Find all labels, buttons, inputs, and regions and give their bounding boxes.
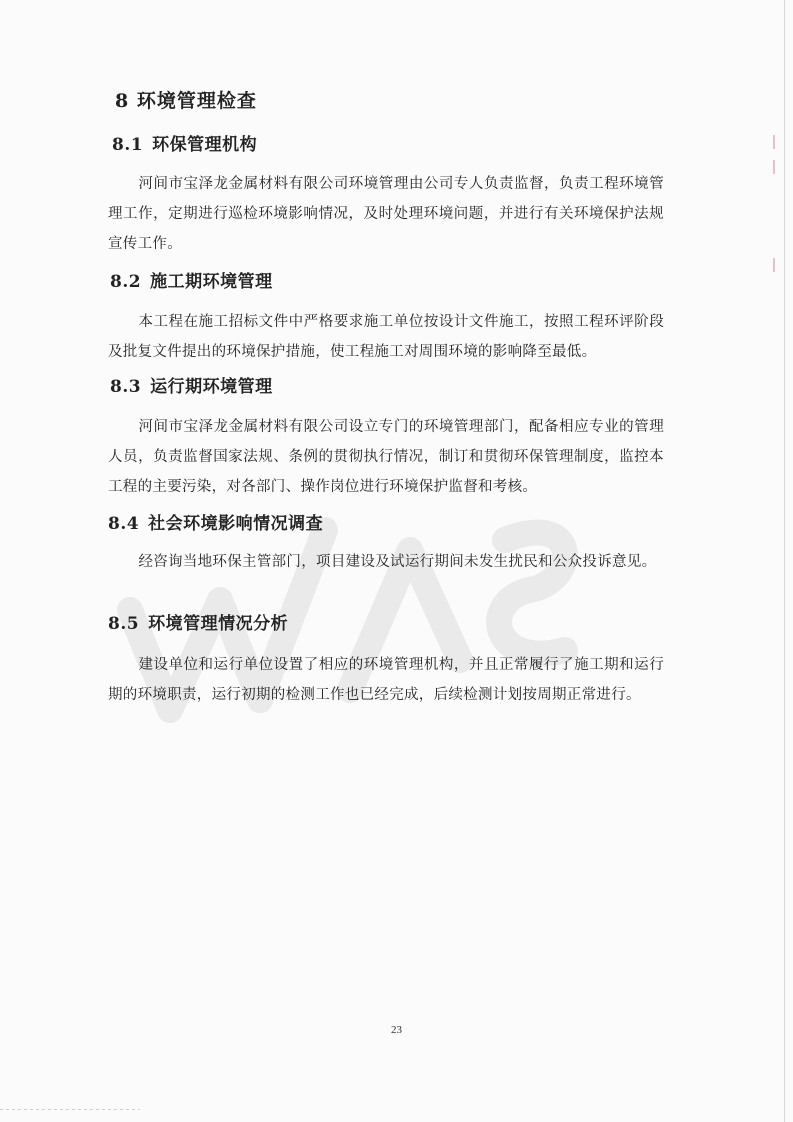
subsection-title: 施工期环境管理 xyxy=(150,272,273,292)
subsection-heading xyxy=(112,130,257,155)
page-number: 23 xyxy=(391,1024,402,1036)
subsection-heading xyxy=(110,372,273,397)
subsection-number: 8.2 xyxy=(110,272,142,292)
binding-stamp-mark xyxy=(773,135,781,149)
subsection-title: 运行期环境管理 xyxy=(150,377,273,397)
subsection-number: 8.1 xyxy=(112,135,144,155)
scan-speck-line xyxy=(0,1109,140,1110)
paragraph: 河间市宝泽龙金属材料有限公司环境管理由公司专人负责监督，负责工程环境管理工作，定期进行巡检环境影响情况，及时处理环境问题，并进行有关环境保护法规宣传工作。 xyxy=(108,176,664,252)
paragraph: 本工程在施工招标文件中严格要求施工单位按设计文件施工，按照工程环评阶段及批复文件提出的环境保护措施，使工程施工对周围环境的影响降至最低。 xyxy=(108,314,664,360)
subsection-title: 环保管理机构 xyxy=(152,135,258,155)
paragraph: 经咨询当地环保主管部门，项目建设及试运行期间未发生扰民和公众投诉意见。 xyxy=(138,554,657,570)
subsection-title: 环境管理情况分析 xyxy=(148,614,289,634)
binding-stamp-mark xyxy=(773,160,781,174)
subsection-number: 8.5 xyxy=(108,614,140,634)
paragraph: 河间市宝泽龙金属材料有限公司设立专门的环境管理部门，配备相应专业的管理人员，负责监督国家法规、条例的贯彻执行情况，制订和贯彻环保管理制度，监控本工程的主要污染，对各部门、操作岗位进行环境保护监督和考核。 xyxy=(108,419,664,495)
paragraph: 建设单位和运行单位设置了相应的环境管理机构，并且正常履行了施工期和运行期的环境职责，运行初期的检测工作也已经完成，后续检测计划按周期正常进行。 xyxy=(108,657,664,703)
subsection-number: 8.3 xyxy=(110,377,142,397)
subsection-number: 8.4 xyxy=(108,514,140,534)
subsection-heading xyxy=(110,267,273,292)
binding-stamp-mark xyxy=(773,258,781,272)
subsection-title: 社会环境影响情况调查 xyxy=(148,514,324,534)
section-title: 8 环境管理检查 xyxy=(115,90,257,112)
page-edge-line xyxy=(784,0,785,1122)
subsection-heading xyxy=(108,509,323,534)
subsection-heading xyxy=(108,609,288,634)
